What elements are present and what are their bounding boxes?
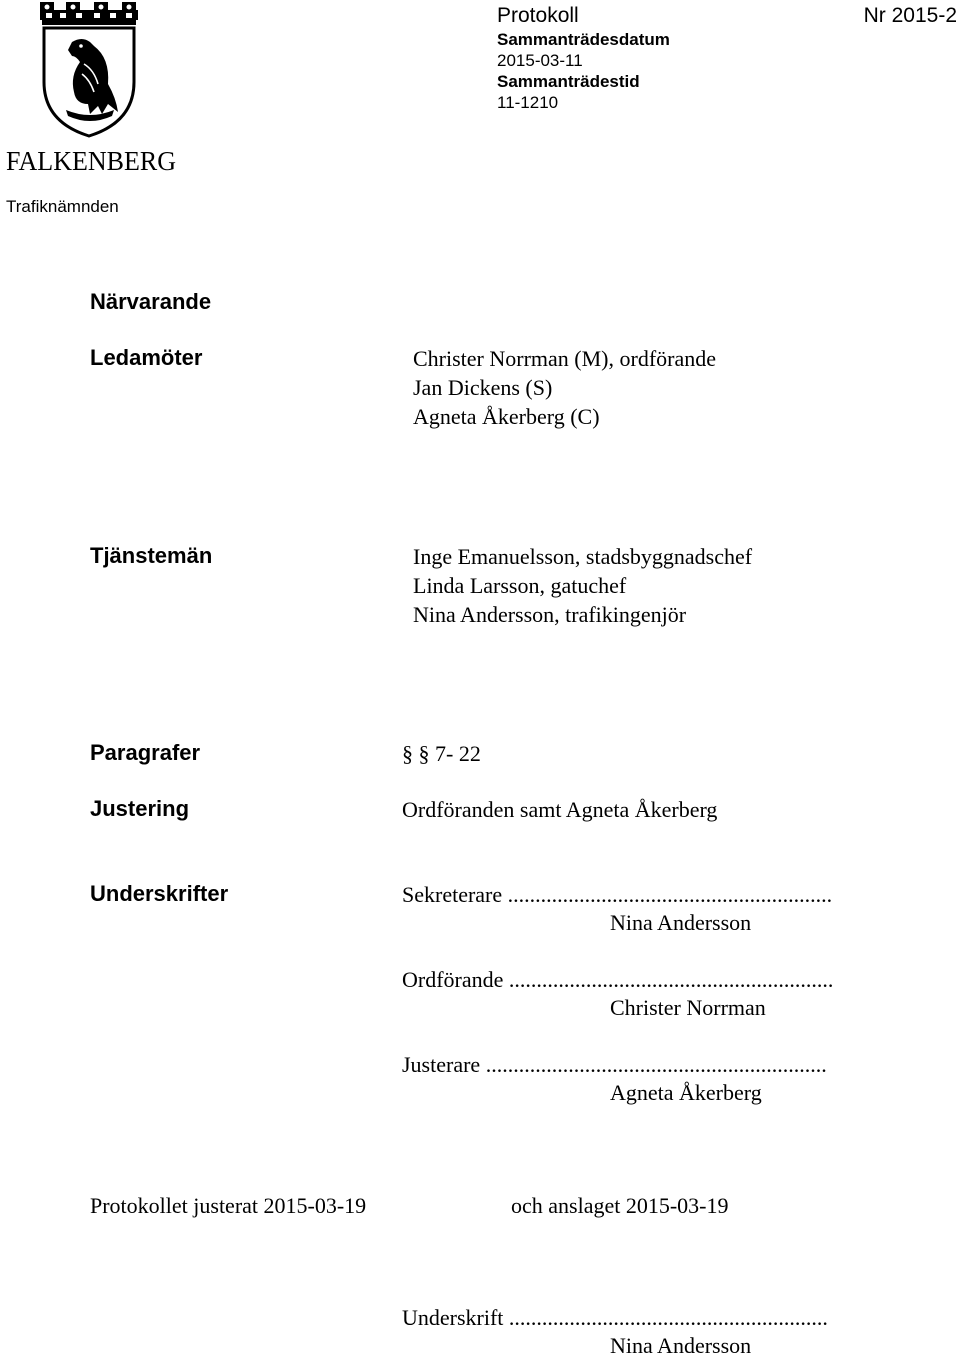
coat-of-arms — [38, 0, 140, 138]
meeting-time-value: 11-1210 — [497, 93, 559, 112]
municipality-logotype — [6, 144, 181, 176]
posted-date-text: och anslaget 2015-03-19 — [511, 1193, 729, 1218]
members-list — [413, 344, 716, 431]
chair-signature-line — [402, 965, 833, 994]
signature-dots: ........................................................... — [508, 967, 834, 992]
member-item: Agneta Åkerberg (C) — [413, 404, 600, 429]
signature-dots: .............................................................. — [485, 1052, 827, 1077]
member-item: Jan Dickens (S) — [413, 375, 553, 400]
paragraphs-value: § § 7- 22 — [402, 741, 481, 766]
secretary-label: Sekreterare — [402, 882, 503, 907]
footer-signature-label: Underskrift — [402, 1305, 504, 1330]
attendance-heading: Närvarande — [90, 289, 212, 314]
document-type: Protokoll — [497, 4, 579, 27]
meeting-date-label: Sammanträdesdatum — [497, 30, 670, 49]
signatures-label: Underskrifter — [90, 881, 229, 906]
footer-signature-name: Nina Andersson — [610, 1333, 752, 1358]
signature-dots: .......................................................... — [508, 1305, 828, 1330]
officials-label: Tjänstemän — [90, 543, 213, 568]
chair-name: Christer Norrman — [610, 995, 766, 1020]
footer-signature-line — [402, 1303, 828, 1332]
adjuster-name: Agneta Åkerberg — [610, 1080, 762, 1105]
official-item: Linda Larsson, gatuchef — [413, 573, 627, 598]
adjustment-label: Justering — [90, 796, 190, 821]
adjustment-value: Ordföranden samt Agneta Åkerberg — [402, 797, 718, 822]
meeting-date-value: 2015-03-11 — [497, 51, 583, 70]
signature-dots: ........................................................... — [507, 882, 833, 907]
adjusted-date-text: Protokollet justerat 2015-03-19 — [90, 1193, 367, 1218]
meeting-time-label: Sammanträdestid — [497, 72, 640, 91]
adjuster-label: Justerare — [402, 1052, 481, 1077]
member-item: Christer Norrman (M), ordförande — [413, 346, 717, 371]
protocol-number: Nr 2015-2 — [863, 4, 957, 27]
chair-label: Ordförande — [402, 967, 504, 992]
official-item: Nina Andersson, trafikingenjör — [413, 602, 687, 627]
paragraphs-label: Paragrafer — [90, 740, 201, 765]
secretary-name: Nina Andersson — [610, 910, 752, 935]
department-name: Trafiknämnden — [6, 197, 119, 216]
secretary-signature-line — [402, 880, 832, 909]
adjuster-signature-line — [402, 1050, 827, 1079]
officials-list — [413, 542, 752, 629]
svg-text:FALKENBERG: FALKENBERG — [6, 146, 176, 176]
official-item: Inge Emanuelsson, stadsbyggnadschef — [413, 544, 753, 569]
members-label: Ledamöter — [90, 345, 203, 370]
